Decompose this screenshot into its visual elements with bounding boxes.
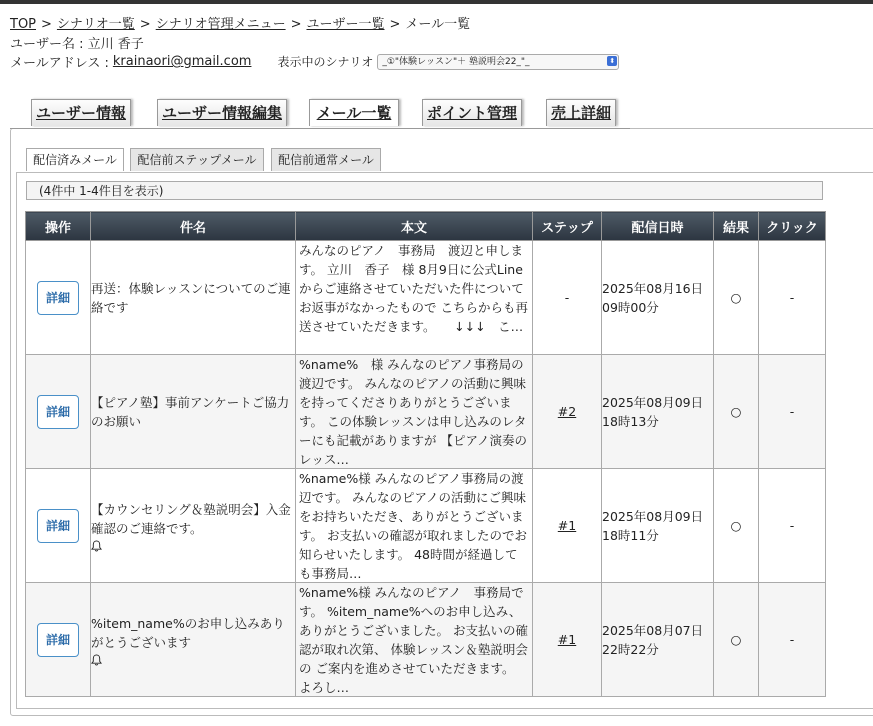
bell-icon (91, 540, 102, 552)
subtab-delivered[interactable]: 配信済みメール (26, 148, 124, 171)
breadcrumb-current: メール一覧 (405, 17, 471, 32)
mail-body: %name%様 みんなのピアノ 事務局です。 %item_name%へのお申し込み、ありがとうございました。 お支払いの確認が取れ次第、 体験レッスン＆塾説明会の ご案内を進めさせていただきます。 よろし… (299, 585, 528, 695)
mail-date: 2025年08月07日 (602, 622, 704, 638)
mail-date: 2025年08月16日 (602, 280, 704, 296)
table-row (26, 355, 826, 469)
mail-result: ○ (730, 290, 742, 305)
mail-time: 18時13分 (602, 413, 659, 429)
header-result: 結果 (714, 212, 759, 241)
mail-time: 18時11分 (602, 527, 659, 543)
email-label: メールアドレス : (10, 56, 109, 71)
mail-table (25, 211, 826, 697)
header-action: 操作 (26, 212, 91, 241)
top-bar (0, 0, 873, 4)
mail-body: %name% 様 みんなのピアノ事務局の渡辺です。 みんなのピアノの活動に興味を持ってくださりありがとうございます。 この体験レッスンは申し込みのレターにも記載がありますが 【ピアノ演奏のレッス… (299, 357, 527, 467)
breadcrumb-scenario-menu-link[interactable]: シナリオ管理メニュー (155, 17, 286, 32)
mail-time: 22時22分 (602, 641, 659, 657)
breadcrumb-top-link[interactable]: TOP (10, 17, 37, 32)
table-row (26, 583, 826, 697)
mail-body: %name%様 みんなのピアノ事務局の渡辺です。 みんなのピアノの活動にご興味をお持ちいただき、ありがとうございます。 お支払いの確認が取れましたのでお知らせいたします。 48時間が経過しても事務局… (299, 471, 527, 581)
breadcrumb-separator: > (139, 17, 151, 32)
table-row (26, 241, 826, 355)
subtab-pending-normal[interactable]: 配信前通常メール (271, 148, 381, 171)
detail-button[interactable]: 詳細 (37, 281, 79, 315)
email-link[interactable]: krainaori@gmail.com (112, 54, 252, 69)
mail-date: 2025年08月09日 (602, 508, 704, 524)
email-row (10, 52, 619, 71)
tab-user-info-edit[interactable]: ユーザー情報編集 (157, 99, 287, 126)
mail-body: みんなのピアノ 事務局 渡辺と申します。 立川 香子 様 8月9日に公式Lineからご連絡させていただいた件についてお返事がなかったもので こちらからも再送させていただきます。 ↓↓↓ こ… (299, 243, 528, 334)
mail-click: - (789, 632, 795, 647)
mail-subject: %item_name%のお申し込みありがとうございます (91, 615, 285, 650)
tab-point-management[interactable]: ポイント管理 (422, 99, 522, 126)
mail-subject: 再送：体験レッスンについてのご連絡です (91, 280, 291, 315)
select-arrow-icon: ⬍ (607, 56, 617, 66)
mail-click: - (789, 404, 795, 419)
result-count: (4件中 1-4件目を表示) (26, 181, 823, 200)
mail-click: - (789, 518, 795, 533)
breadcrumb-separator: > (389, 17, 401, 32)
header-click: クリック (759, 212, 826, 241)
user-name: ユーザー名 : 立川 香子 (10, 37, 144, 52)
header-body: 本文 (296, 212, 533, 241)
tab-user-info[interactable]: ユーザー情報 (31, 99, 131, 126)
mail-result: ○ (730, 632, 742, 647)
tab-underline (10, 128, 630, 129)
table-header-row (26, 212, 826, 241)
header-subject: 件名 (91, 212, 296, 241)
scenario-selected-value: _①"体験レッスン"＋ 塾説明会22_"_ (382, 56, 530, 67)
scenario-label: 表示中のシナリオ (277, 55, 374, 69)
breadcrumb-scenario-list-link[interactable]: シナリオ一覧 (56, 17, 135, 32)
breadcrumb (10, 13, 470, 32)
mail-subject: 【カウンセリング＆塾説明会】入金確認のご連絡です。 (91, 501, 291, 536)
header-date: 配信日時 (602, 212, 714, 241)
tab-mail-list[interactable]: メール一覧 (309, 99, 399, 126)
mail-step-link[interactable]: #1 (557, 632, 577, 647)
mail-subject: 【ピアノ塾】事前アンケートご協力のお願い (91, 394, 290, 429)
detail-button[interactable]: 詳細 (37, 623, 79, 657)
mail-click: - (789, 290, 795, 305)
mail-time: 09時00分 (602, 299, 659, 315)
mail-step-link[interactable]: #1 (557, 518, 577, 533)
mail-result: ○ (730, 404, 742, 419)
breadcrumb-separator: > (41, 17, 52, 32)
mail-result: ○ (730, 518, 742, 533)
detail-button[interactable]: 詳細 (37, 509, 79, 543)
mail-step: - (564, 290, 570, 305)
scenario-select[interactable] (377, 54, 619, 70)
header-step: ステップ (533, 212, 602, 241)
mail-date: 2025年08月09日 (602, 394, 704, 410)
table-row (26, 469, 826, 583)
bell-icon (91, 654, 102, 666)
breadcrumb-user-list-link[interactable]: ユーザー一覧 (306, 17, 385, 32)
tab-sales-detail[interactable]: 売上詳細 (546, 99, 616, 126)
detail-button[interactable]: 詳細 (37, 395, 79, 429)
breadcrumb-separator: > (290, 17, 302, 32)
subtab-pending-step[interactable]: 配信前ステップメール (130, 148, 264, 171)
mail-step-link[interactable]: #2 (557, 404, 577, 419)
